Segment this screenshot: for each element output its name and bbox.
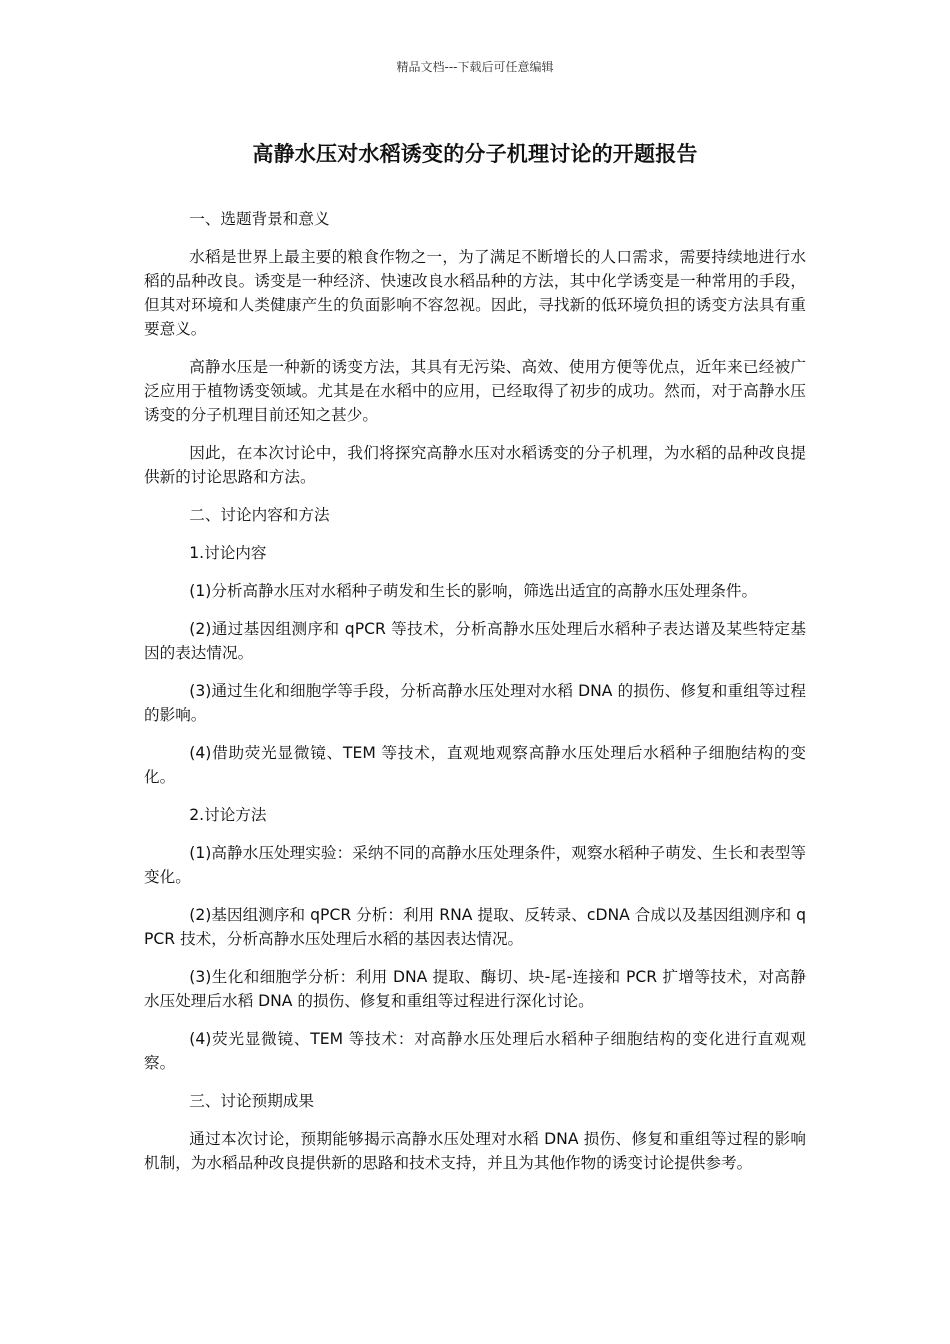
document-title: 高静水压对水稻诱变的分子机理讨论的开题报告	[252, 142, 698, 166]
subheading-content: 1.讨论内容	[189, 544, 267, 562]
method-item-1: (1)高静水压处理实验：采纳不同的高静水压处理条件，观察水稻种子萌发、生长和表型等变化。	[144, 844, 806, 886]
method-item-4: (4)荧光显微镜、TEM 等技术：对高静水压处理后水稻种子细胞结构的变化进行直观观察。	[144, 1030, 806, 1072]
section-heading-background: 一、选题背景和意义	[189, 210, 330, 228]
header-note: 精品文档---下载后可任意编辑	[396, 60, 554, 74]
section-heading-content-methods: 二、讨论内容和方法	[189, 506, 330, 524]
content-item-4: (4)借助荧光显微镜、TEM 等技术，直观地观察高静水压处理后水稻种子细胞结构的变化。	[144, 744, 806, 786]
subheading-methods: 2.讨论方法	[189, 806, 267, 824]
section-heading-expected-results: 三、讨论预期成果	[189, 1092, 314, 1110]
content-item-3: (3)通过生化和细胞学等手段，分析高静水压处理对水稻 DNA 的损伤、修复和重组等过程的影响。	[144, 682, 806, 724]
paragraph-expected-results: 通过本次讨论，预期能够揭示高静水压处理对水稻 DNA 损伤、修复和重组等过程的影响机制，为水稻品种改良提供新的思路和技术支持，并且为其他作物的诱变讨论提供参考。	[144, 1130, 806, 1172]
paragraph-background-2: 高静水压是一种新的诱变方法，其具有无污染、高效、使用方便等优点，近年来已经被广泛应用于植物诱变领域。尤其是在水稻中的应用，已经取得了初步的成功。然而，对于高静水压诱变的分子机理目前还知之甚少。	[144, 358, 806, 424]
paragraph-background-1: 水稻是世界上最主要的粮食作物之一，为了满足不断增长的人口需求，需要持续地进行水稻的品种改良。诱变是一种经济、快速改良水稻品种的方法，其中化学诱变是一种常用的手段，但其对环境和人类健康产生的负面影响不容忽视。因此，寻找新的低环境负担的诱变方法具有重要意义。	[144, 248, 806, 338]
document-body	[144, 207, 806, 1189]
paragraph-background-3: 因此，在本次讨论中，我们将探究高静水压对水稻诱变的分子机理，为水稻的品种改良提供新的讨论思路和方法。	[144, 444, 806, 486]
content-item-1: (1)分析高静水压对水稻种子萌发和生长的影响，筛选出适宜的高静水压处理条件。	[189, 582, 758, 600]
method-item-3: (3)生化和细胞学分析：利用 DNA 提取、酶切、块-尾-连接和 PCR 扩增等技术，对高静水压处理后水稻 DNA 的损伤、修复和重组等过程进行深化讨论。	[144, 968, 806, 1010]
method-item-2: (2)基因组测序和 qPCR 分析：利用 RNA 提取、反转录、cDNA 合成以及基因组测序和 qPCR 技术，分析高静水压处理后水稻的基因表达情况。	[144, 906, 806, 948]
content-item-2: (2)通过基因组测序和 qPCR 等技术，分析高静水压处理后水稻种子表达谱及某些特定基因的表达情况。	[144, 620, 806, 662]
